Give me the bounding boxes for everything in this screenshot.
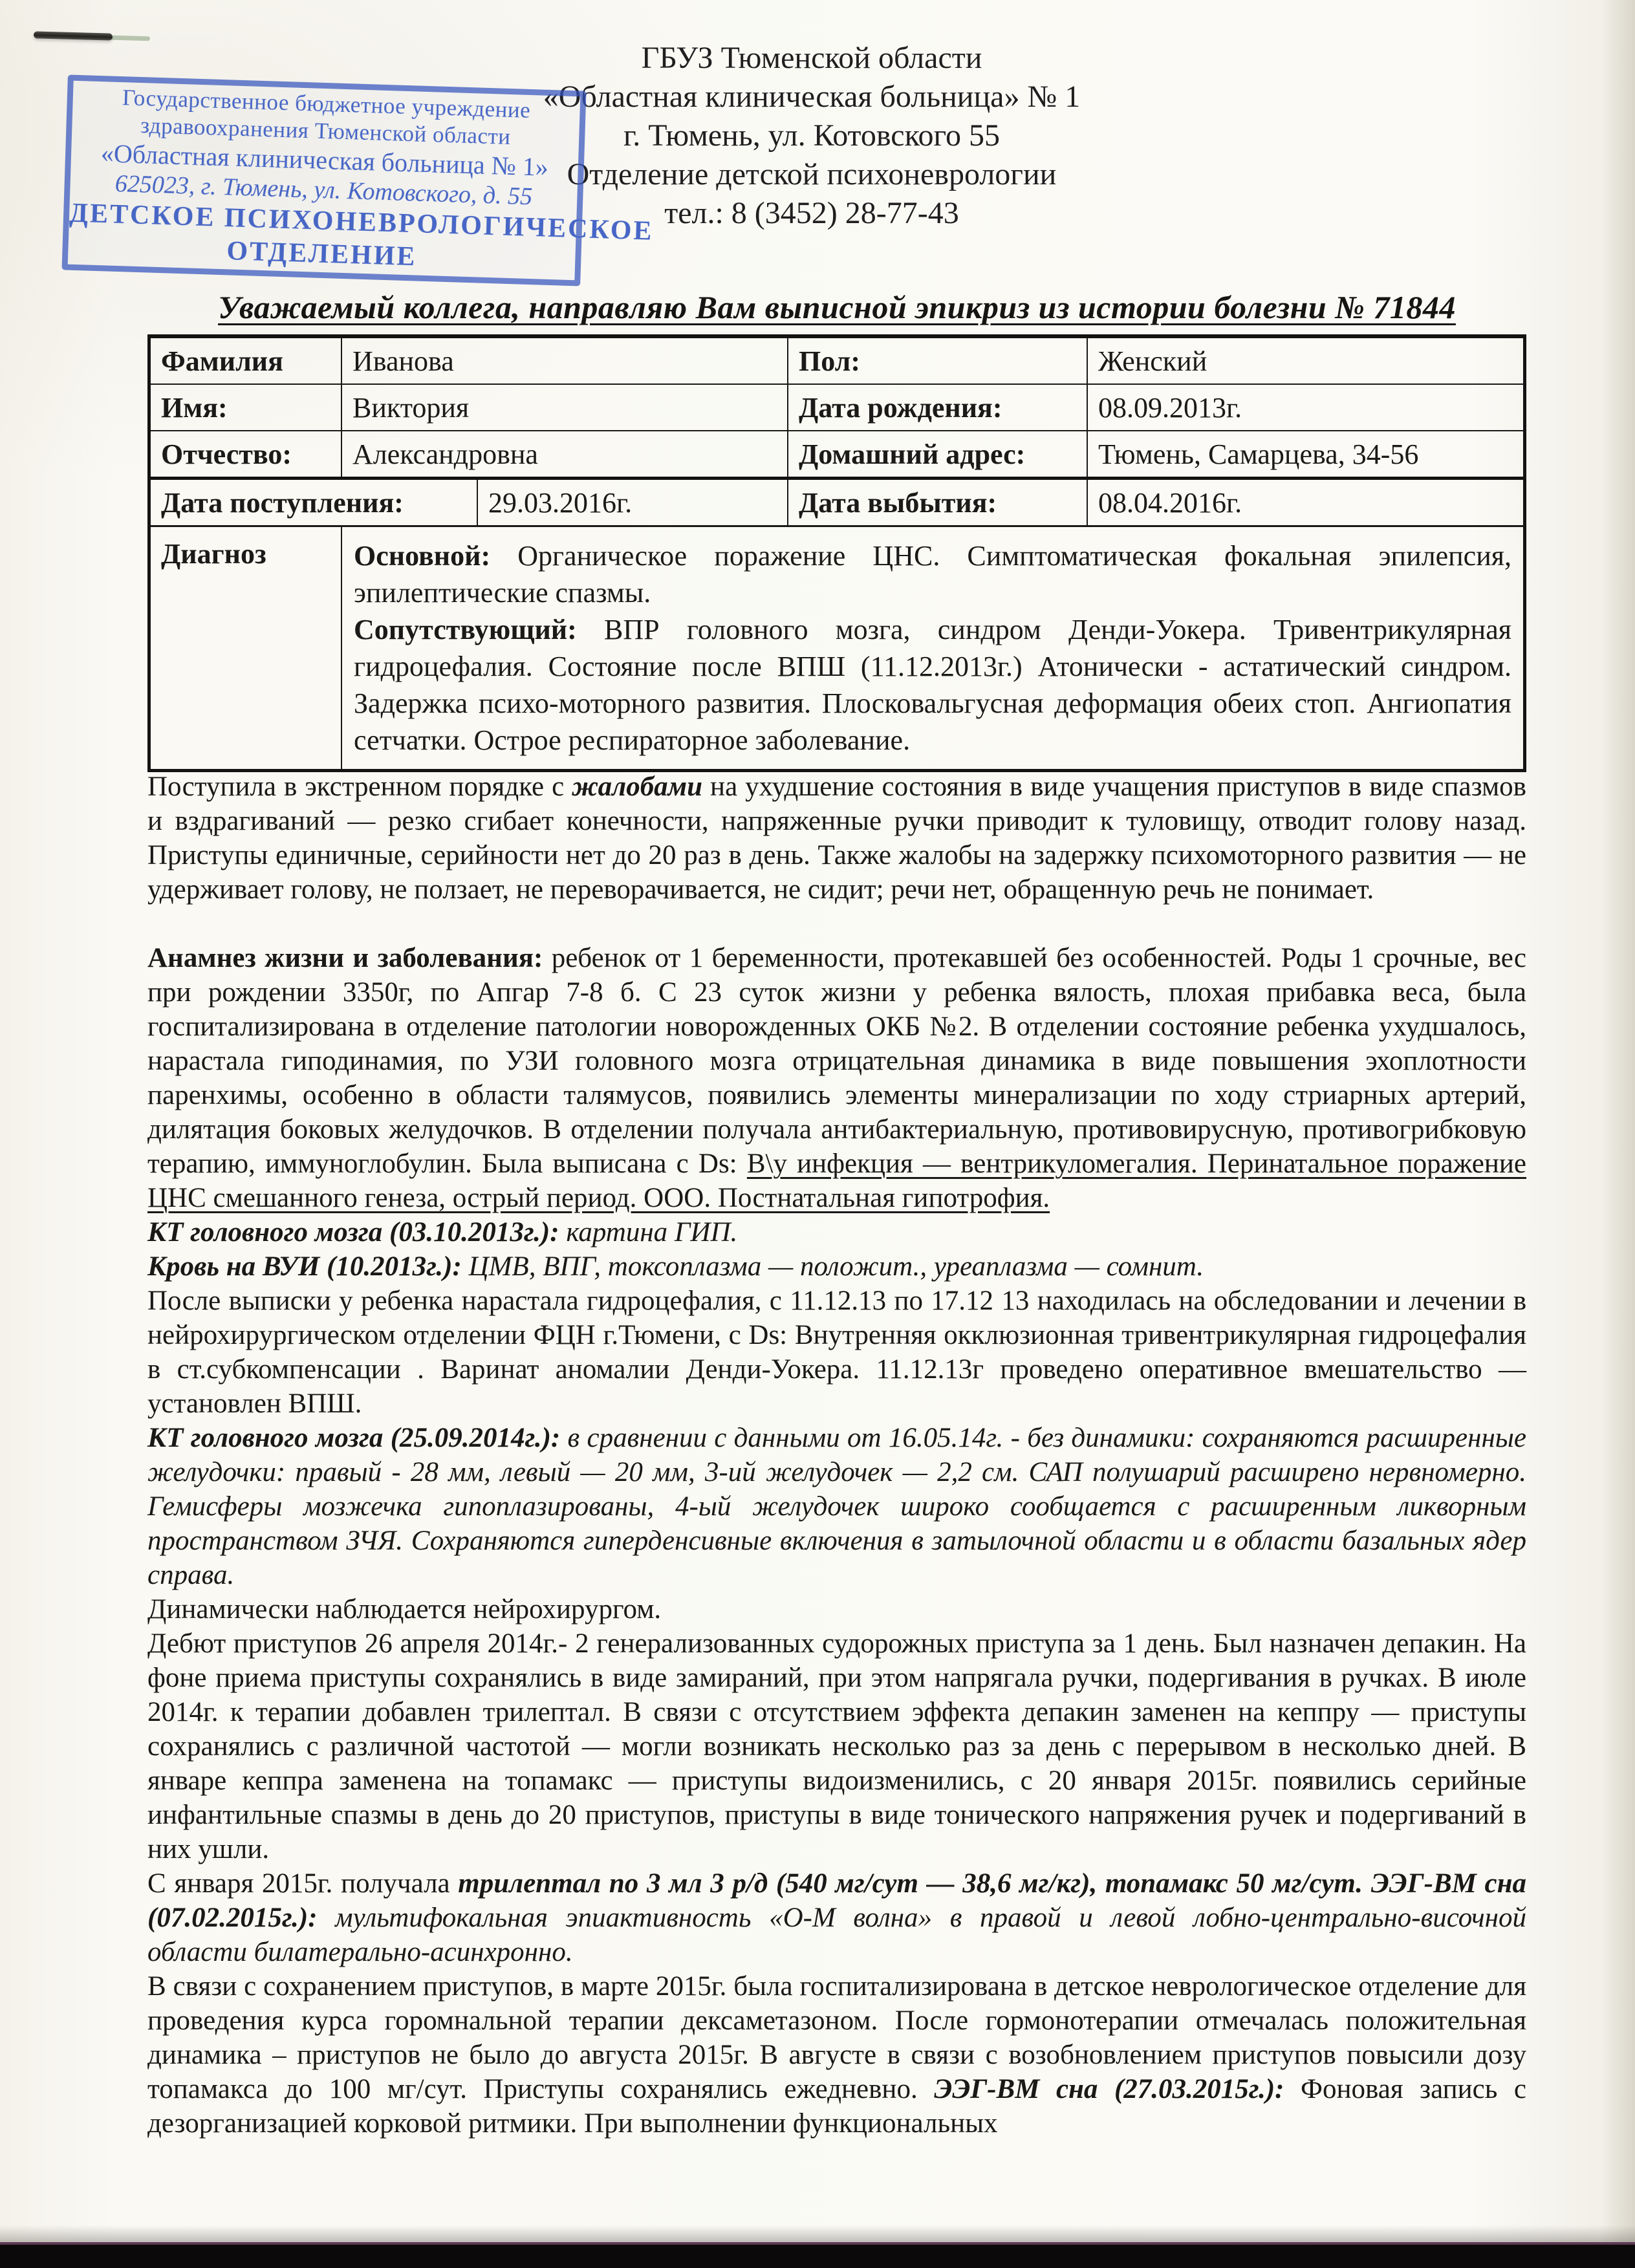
paragraph-ct-2013: КТ головного мозга (03.10.2013г.): картина ГИП. — [147, 1217, 738, 1247]
admission-date-label: Дата поступления: — [151, 480, 478, 525]
stamp-line: ОТДЕЛЕНИЕ — [226, 236, 418, 272]
document-body — [147, 770, 1526, 2141]
paragraph-neurosurgery: После выписки у ребенка нарастала гидроцефалия, с 11.12.13 по 17.12 13 находилась на обследовании и лечении в нейрохирургическом отделении ФЦН г.Тюмени, с Ds: Внутренняя окклюзионная тривентрикулярная гидроцефалия в ст.субкомпенсации . Варинат аномалии Денди-Уокера. 11.12.13г проведено оперативное вмешательство — установлен ВПШ. — [147, 1286, 1526, 1419]
home-address-label: Домашний адрес: — [788, 431, 1088, 477]
table-row — [151, 338, 1523, 385]
diagnosis-main-label: Основной: — [354, 540, 491, 572]
paragraph-hormonal-therapy: В связи с сохранением приступов, в марте 2015г. была госпитализирована в детское неврологическое отделение для проведения курса горомнальной терапии дексаметазоном. После гормонотерапии отмечалась положительная динамика – приступов не было до августа 2015г. В августе в связи с возобновлением приступов повысили дозу топамакса до 100 мг/сут. Приступы сохранялись ежедневно. ЭЭГ-ВМ сна (27.03.2015г.): Фоновая запись с дезорганизацией корковой ритмики. При выполнении функциональных — [147, 1971, 1526, 2139]
staple-mark — [34, 31, 113, 40]
scan-right-edge-shadow — [1601, 0, 1635, 2268]
paragraph-ct-2014: КТ головного мозга (25.09.2014г.): в сравнении с данными от 16.05.14г. - без динамики: сохраняются расширенные желудочки: правый - 28 мм, левый — 20 мм, 3-ий желудочек — 2,2 см. САП полушарий расширено нервномерно. Гемисферы мозжечка гипоплазированы, 4-ый желудочек широко сообщается с расширенным ликворным пространством ЗЧЯ. Сохраняются гиперденсивные включения в затылочной области и в области базальных ядер справа. — [147, 1423, 1526, 1590]
patient-info-table — [147, 334, 1526, 772]
stamp-line: здравоохранения Тюменской области — [140, 112, 512, 149]
header-hospital-line: «Областная клиническая больница» № 1 — [543, 80, 1081, 114]
document-title: Уважаемый коллега, направляю Вам выписной эпикриз из истории болезни № 71844 — [218, 289, 1456, 325]
paragraph-observation: Динамически наблюдается нейрохирургом. — [147, 1594, 662, 1625]
diagnosis-row — [151, 527, 1523, 769]
paragraph-anamnesis: Анамнез жизни и заболевания: ребенок от 1 беременности, протекавшей без особенностей. Роды 1 срочные, вес при рождении 3350г, по Апгар 7-8 б. С 23 суток жизни у ребенка вялость, плохая прибавка веса, была госпитализирована в отделение патологии новорожденных ОКБ №2. В отделении состояние ребенка ухудшалось, нарастала гиподинамия, по УЗИ головного мозга отрицательная динамика в виде повышения эхоплотности паренхимы, особенно в области талямусов, появились элементы минерализации по ходу стриарных артерий, дилятация боковых желудочков. В отделении получала антибактериальную, противовирусную, противогрибковую терапию, иммуноглобулин. Была выписана с Ds: В\у инфекция — вентрикуломегалия. Перинатальное поражение ЦНС смешанного генеза, острый период. ООО. Постнатальная гипотрофия. — [147, 943, 1527, 1213]
header-address-line: г. Тюмень, ул. Котовского 55 — [623, 118, 1000, 153]
table-row — [151, 385, 1523, 431]
hospital-stamp — [61, 74, 655, 286]
surname-label: Фамилия — [151, 338, 342, 383]
patronymic-label: Отчество: — [151, 431, 342, 477]
diagnosis-text — [342, 527, 1523, 769]
paragraph-blood-vui: Кровь на ВУИ (10.2013г.): ЦМВ, ВПГ, токсоплазма — положит., уреаплазма — сомнит. — [147, 1251, 1204, 1282]
patronymic-value: Александровна — [342, 431, 788, 477]
sex-value: Женский — [1098, 345, 1207, 377]
header-org-line: ГБУЗ Тюменской области — [641, 41, 982, 75]
diagnosis-main — [354, 537, 1511, 611]
surname-value: Иванова — [342, 338, 788, 383]
diagnosis-main-text: Органическое поражение ЦНС. Симптоматическая фокальная эпилепсия, эпилептические спазмы. — [354, 540, 1511, 609]
birthdate-label: Дата рождения: — [788, 385, 1088, 430]
birthdate-value: 08.09.2013г. — [1098, 391, 1242, 424]
home-address-value: Тюмень, Самарцева, 34-56 — [1098, 438, 1419, 470]
stamp-line: 625023, г. Тюмень, ул. Котовского, д. 55 — [114, 169, 533, 210]
discharge-date-value: 08.04.2016г. — [1098, 486, 1242, 519]
diagnosis-label: Диагноз — [151, 527, 342, 769]
header-phone-line: тел.: 8 (3452) 28-77-43 — [664, 196, 959, 230]
paragraph-seizure-history: Дебют приступов 26 апреля 2014г.- 2 генерализованных судорожных приступа за 1 день. Был назначен депакин. На фоне приема приступы сохранялись в виде замираний, при этом напрягала ручки, подергивания в ручках. В июле 2014г. к терапии добавлен трилептал. В связи с отсутствием эффекта депакин заменен на кеппру — приступы сохранялись с различной частотой — могли возникать несколько раз за день с перерывом в несколько дней. В январе кеппра заменена на топамакс — приступы видоизменились, с 20 января 2015г. появились серийные инфантильные спазмы в день до 20 приступов, приступы в виде тонического напряжения ручек и подергиваний в них ушли. — [147, 1628, 1526, 1864]
discharge-date-label: Дата выбытия: — [788, 480, 1088, 525]
sex-label: Пол: — [788, 338, 1088, 383]
firstname-label: Имя: — [151, 385, 342, 430]
firstname-value: Виктория — [342, 385, 788, 430]
diagnosis-secondary-label: Сопутствующий: — [354, 614, 577, 645]
diagnosis-secondary-text: ВПР головного мозга, синдром Денди-Уокера. Тривентрикулярная гидроцефалия. Состояние после ВПШ (11.12.2013г.) Атонически - астатический синдром. Задержка психо-моторного развития. Плосковальгусная деформация обеих стоп. Ангиопатия сетчатки. Острое респираторное заболевание. — [354, 614, 1511, 756]
table-row — [151, 480, 1523, 527]
header-department-line: Отделение детской психоневрологии — [567, 157, 1057, 191]
paragraph-therapy-eeg-2015: С января 2015г. получала трилептал по 3 мл 3 р/д (540 мг/сут — 38,6 мг/кг), топамакс 50 мг/сут. ЭЭГ-ВМ сна (07.02.2015г.): мультифокальная эпиактивность «О-М волна» в правой и левой лобно-центрально-височной области билатерально-асинхронно. — [147, 1868, 1526, 1967]
stamp-line: «Областная клиническая больница № 1» — [100, 138, 549, 182]
scan-bottom-bar — [0, 2242, 1635, 2268]
diagnosis-secondary — [354, 611, 1511, 759]
stamp-line: Государственное бюджетное учреждение — [122, 84, 531, 123]
paragraph-complaints: Поступила в экстренном порядке с жалобами на ухудшение состояния в виде учащения приступов в виде спазмов и вздрагиваний — резко сгибает конечности, напряженные ручки приводит к туловищу, отводит голову назад. Приступы единичные, серийности нет до 20 раз в день. Также жалобы на задержку психомоторного развития — не удерживает голову, не ползает, не переворачивается, не сидит; речи нет, обращенную речь не понимает. — [147, 772, 1526, 905]
stamp-line: ДЕТСКОЕ ПСИХОНЕВРОЛОГИЧЕСКОЕ — [69, 199, 655, 247]
table-row — [151, 431, 1523, 480]
admission-date-value: 29.03.2016г. — [478, 480, 788, 525]
